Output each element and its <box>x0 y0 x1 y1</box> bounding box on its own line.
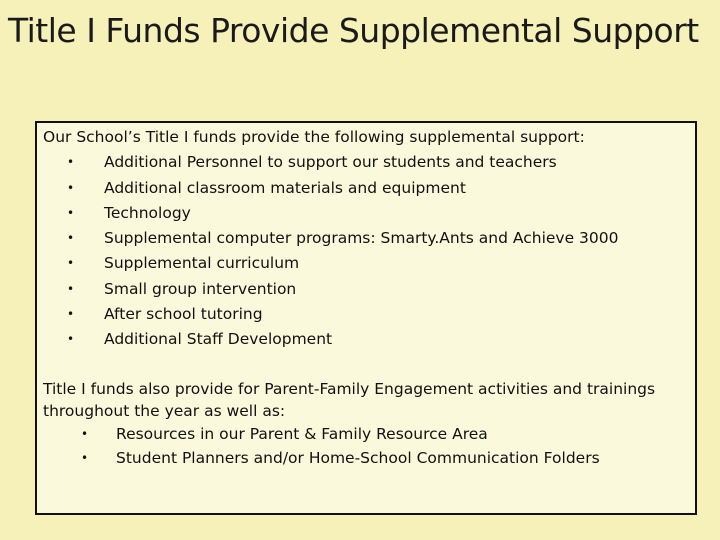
bullet-icon: • <box>67 332 75 347</box>
list-item: • After school tutoring <box>43 302 691 327</box>
engagement-list <box>43 422 691 471</box>
list-item: • Small group intervention <box>43 277 691 302</box>
bullet-icon: • <box>67 281 75 296</box>
slide-title: Title I Funds Provide Supplemental Support <box>8 11 699 50</box>
bullet-icon: • <box>67 155 75 170</box>
content-box <box>35 121 697 515</box>
bullet-icon: • <box>67 205 75 220</box>
list-item: • Resources in our Parent & Family Resource Area <box>43 422 691 447</box>
list-item: • Additional Personnel to support our students and teachers <box>43 150 691 175</box>
engagement-paragraph: Title I funds also provide for Parent-Family Engagement activities and trainings throughout the year as well as: <box>43 379 656 420</box>
list-item: • Supplemental curriculum <box>43 251 691 276</box>
bullet-icon: • <box>81 426 89 441</box>
list-item: • Technology <box>43 201 691 226</box>
bullet-icon: • <box>81 451 89 466</box>
bullet-icon: • <box>67 307 75 322</box>
list-item: • Additional Staff Development <box>43 327 691 352</box>
list-item: • Additional classroom materials and equipment <box>43 176 691 201</box>
bullet-icon: • <box>67 256 75 271</box>
intro-text: Our School’s Title I funds provide the following supplemental support: <box>43 128 585 146</box>
support-list <box>43 150 691 352</box>
content-text <box>43 125 691 471</box>
bullet-icon: • <box>67 180 75 195</box>
list-item: • Supplemental computer programs: Smarty.Ants and Achieve 3000 <box>43 226 691 251</box>
bullet-icon: • <box>67 231 75 246</box>
list-item: • Student Planners and/or Home-School Communication Folders <box>43 446 691 471</box>
